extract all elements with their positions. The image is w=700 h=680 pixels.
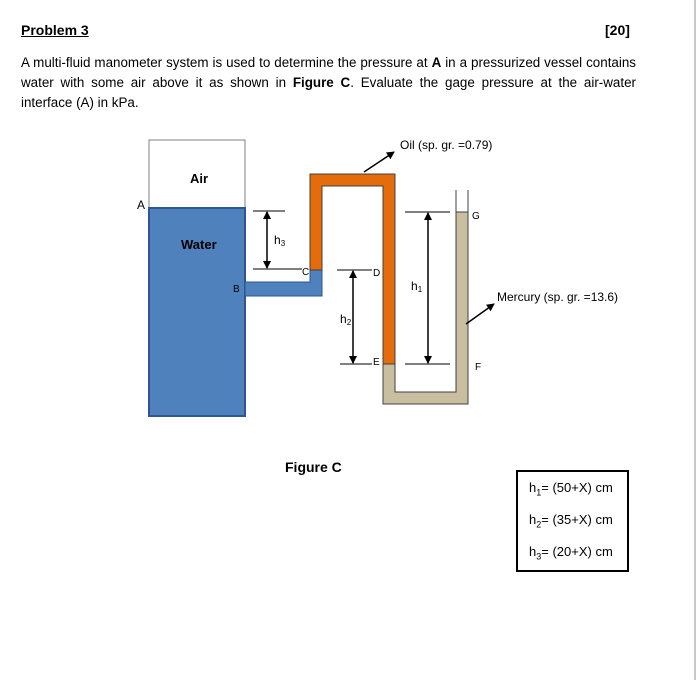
mercury-label: Mercury (sp. gr. =13.6) (497, 290, 619, 304)
statement-text-2: in a pressurized vessel contains water with some air above it as shown in (21, 55, 636, 90)
heights-box (516, 470, 629, 572)
h2-value: $h_2= (35+X)$ cm (529, 512, 613, 530)
point-G: G (472, 211, 480, 222)
point-C: C (302, 267, 310, 278)
point-F: F (475, 362, 482, 373)
point-A: A (137, 198, 146, 212)
h3-value: $h_3= (20+X)$ cm (529, 544, 613, 562)
statement-text-3: . Evaluate the gage pressure at the air-water interface (A) in kPa. (21, 75, 636, 110)
h2-label: h2 (340, 312, 352, 327)
point-D: D (373, 268, 381, 279)
problem-marks: [20] (605, 22, 630, 38)
statement-text-1: A multi-fluid manometer system is used to determine the pressure at (21, 55, 432, 70)
mercury-leader-arrow (466, 304, 494, 324)
water-pipe (245, 270, 322, 296)
air-label: Air (190, 171, 209, 186)
figure-caption: Figure C (285, 459, 342, 475)
point-E: E (373, 357, 380, 368)
water-label: Water (181, 237, 217, 252)
h1-label: h1 (411, 279, 423, 294)
oil-leader-arrow (364, 152, 394, 172)
statement-point-A: A (431, 55, 442, 70)
h3-label: h3 (274, 233, 286, 248)
problem-title: Problem 3 (21, 22, 89, 38)
point-B: B (233, 284, 240, 295)
mercury-tube (383, 212, 468, 404)
statement-figure-ref: Figure C (292, 75, 351, 90)
h1-value: $h_1= (50+X)$ cm (529, 480, 613, 498)
oil-label: Oil (sp. gr. =0.79) (400, 138, 493, 152)
